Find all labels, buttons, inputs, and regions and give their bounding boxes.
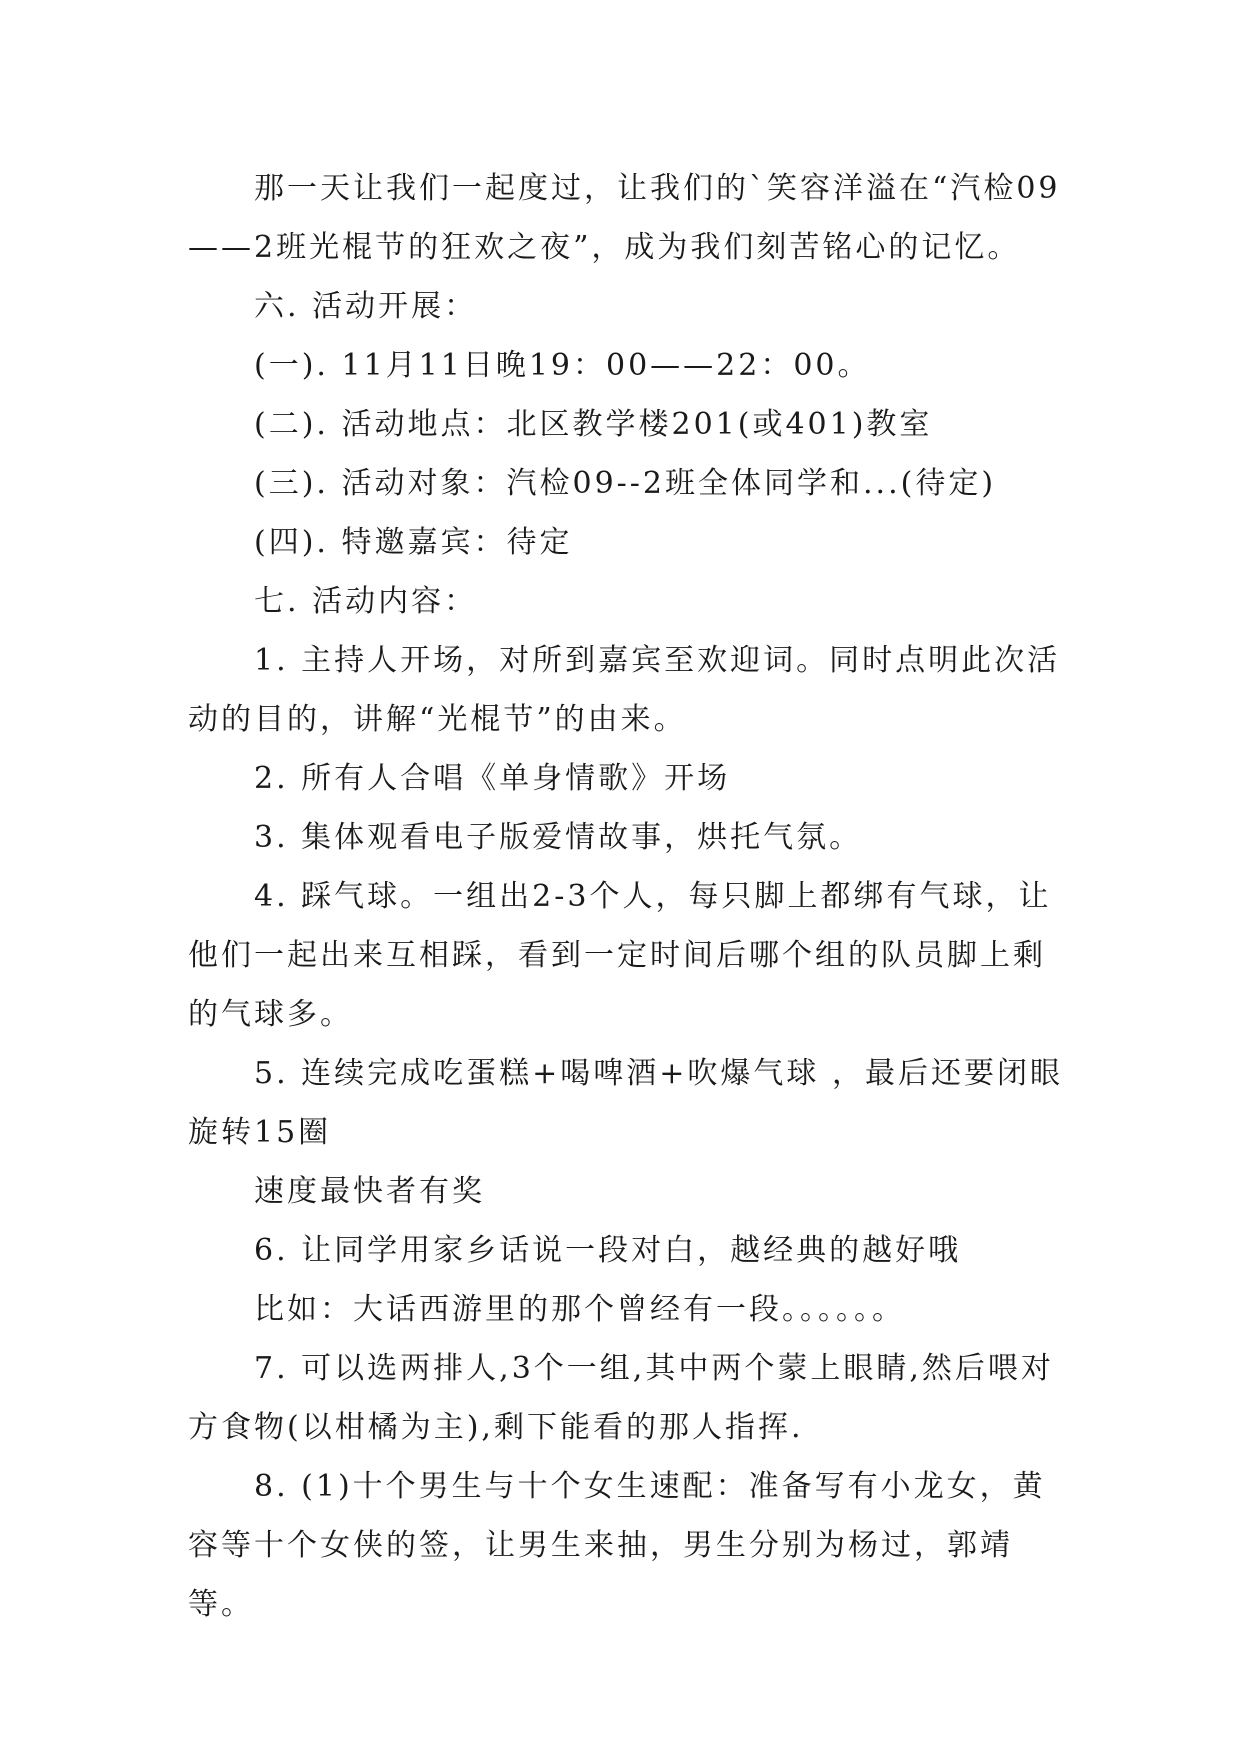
list-item-2: 2. 所有人合唱《单身情歌》开场 bbox=[254, 761, 731, 796]
list-item-6: 6. 让同学用家乡话说一段对白，越经典的越好哦 bbox=[254, 1233, 962, 1268]
section-heading-activity-schedule: 六. 活动开展： bbox=[254, 289, 478, 324]
list-item-4: 4. 踩气球。一组出2-3个人，每只脚上都绑有气球，让他们一起出来互相踩，看到一定时间后哪个组的队员脚上剩的气球多。 bbox=[188, 879, 1052, 1032]
list-item-6-example: 比如：大话西游里的那个曾经有一段。。。。。。 bbox=[254, 1292, 905, 1327]
paragraph-time: (一). 11月11日晚19：00——22：00。 bbox=[254, 348, 871, 383]
section-heading-activity-content: 七. 活动内容： bbox=[254, 584, 478, 619]
paragraph-intro: 那一天让我们一起度过，让我们的`笑容洋溢在“汽检09——2班光棍节的狂欢之夜”，成为我们刻苦铭心的记忆。 bbox=[188, 171, 1061, 265]
list-item-3: 3. 集体观看电子版爱情故事，烘托气氛。 bbox=[254, 820, 863, 855]
list-item-1: 1. 主持人开场，对所到嘉宾至欢迎词。同时点明此次活动的目的，讲解“光棍节”的由来。 bbox=[188, 643, 1061, 737]
paragraph-guests: (四). 特邀嘉宾：待定 bbox=[254, 525, 573, 560]
list-item-5: 5. 连续完成吃蛋糕+喝啤酒+吹爆气球 ，最后还要闭眼旋转15圈 bbox=[188, 1056, 1063, 1150]
list-item-8: 8. (1)十个男生与十个女生速配：准备写有小龙女，黄容等十个女侠的签，让男生来抽，男生分别为杨过，郭靖等。 bbox=[188, 1469, 1046, 1622]
paragraph-location: (二). 活动地点：北区教学楼201(或401)教室 bbox=[254, 407, 933, 442]
list-item-5-note: 速度最快者有奖 bbox=[254, 1174, 485, 1209]
paragraph-audience: (三). 活动对象：汽检09--2班全体同学和...(待定) bbox=[254, 466, 997, 501]
document-body bbox=[188, 159, 1068, 1634]
list-item-7: 7. 可以选两排人,3个一组,其中两个蒙上眼睛,然后喂对方食物(以柑橘为主),剩下能看的那人指挥. bbox=[188, 1351, 1054, 1445]
